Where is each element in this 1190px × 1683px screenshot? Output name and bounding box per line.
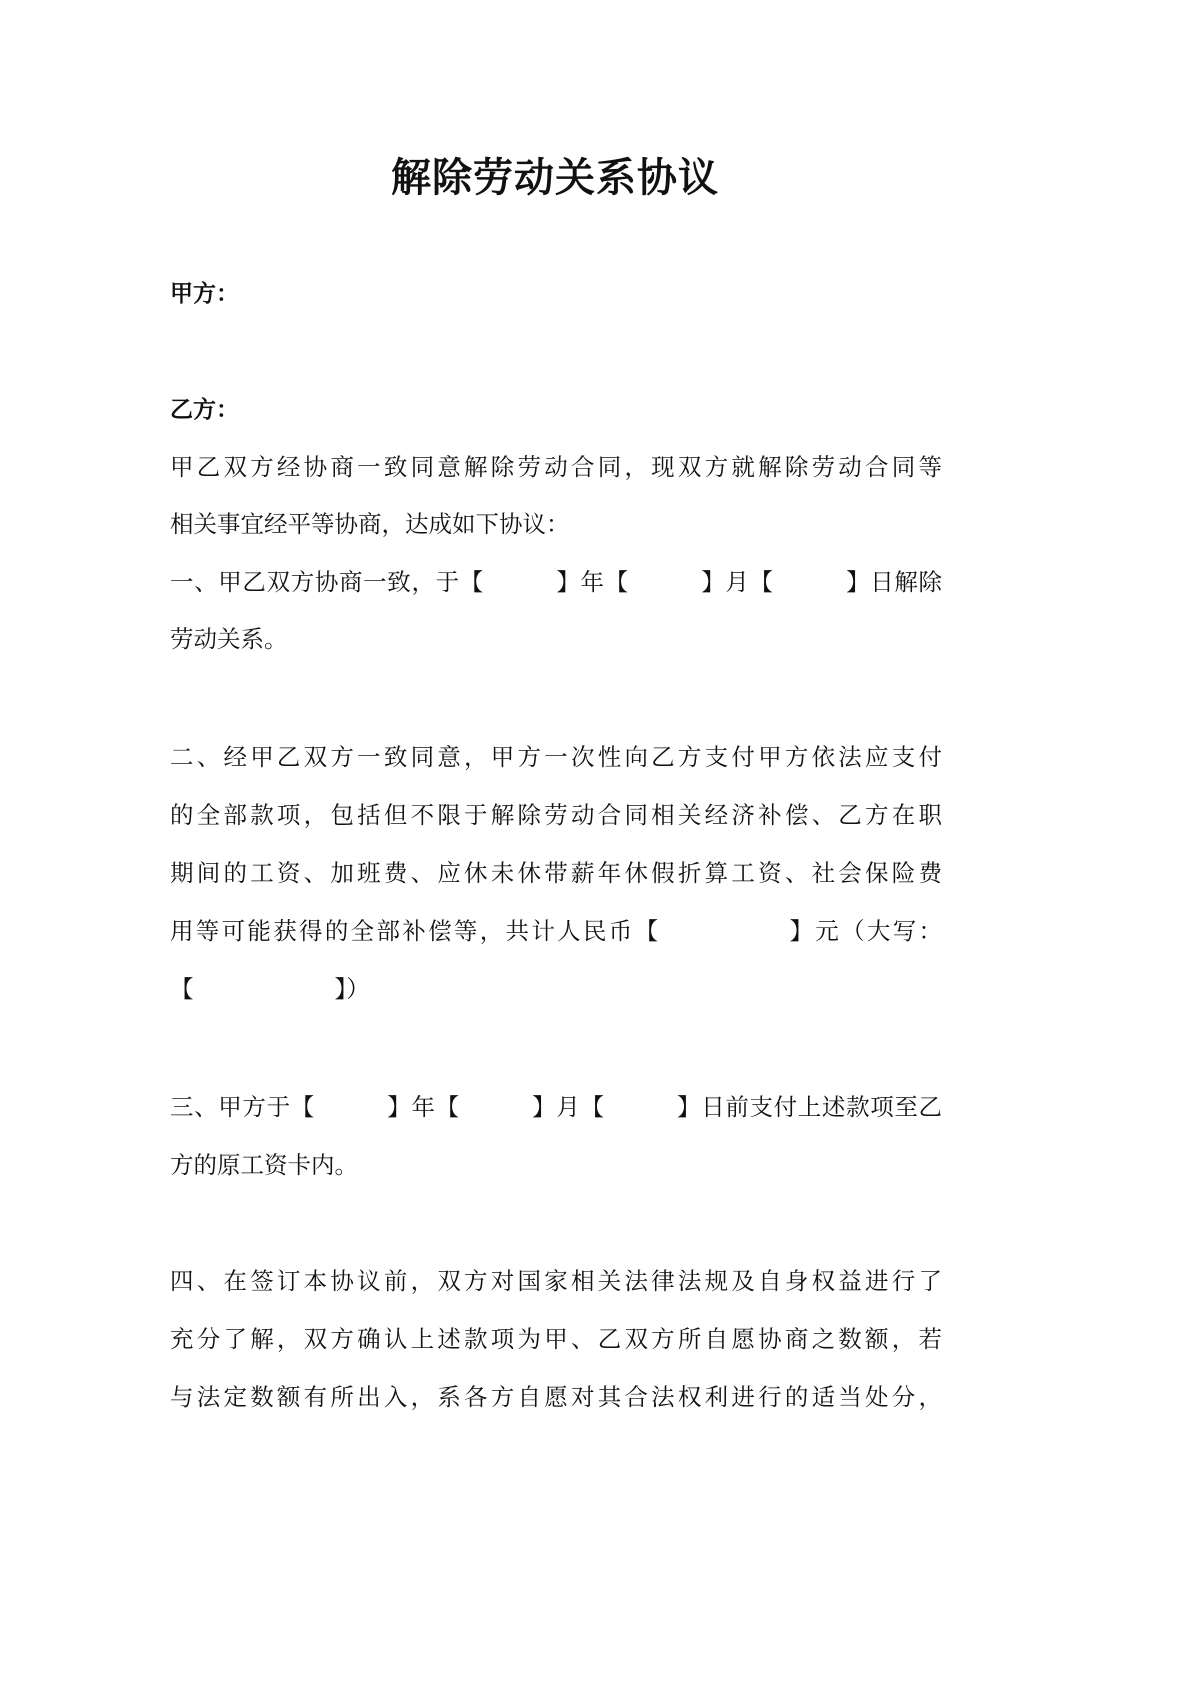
clause-4-line-1: 四、在签订本协议前，双方对国家相关法律法规及自身权益进行了	[170, 1267, 942, 1295]
party-a-label: 甲方：	[170, 280, 239, 307]
clause-1-line-2: 劳动关系。	[170, 625, 288, 653]
clause-4-line-2: 充分了解，双方确认上述款项为甲、乙双方所自愿协商之数额，若	[170, 1325, 942, 1353]
clause-2-line-1: 二、经甲乙双方一致同意，甲方一次性向乙方支付甲方依法应支付	[170, 743, 942, 771]
clause-2-line-3: 期间的工资、加班费、应休未休带薪年休假折算工资、社会保险费	[170, 859, 942, 887]
clause-3-line-2: 方的原工资卡内。	[170, 1151, 358, 1179]
clause-3-line-1: 三、甲方于【 】年【 】月【 】日前支付上述款项至乙	[170, 1093, 942, 1121]
clause-1-line-1: 一、甲乙双方协商一致，于【 】年【 】月【 】日解除	[170, 568, 942, 596]
party-b-label: 乙方：	[170, 396, 239, 423]
clause-2-line-2: 的全部款项，包括但不限于解除劳动合同相关经济补偿、乙方在职	[170, 801, 942, 829]
intro-line-1: 甲乙双方经协商一致同意解除劳动合同，现双方就解除劳动合同等	[170, 453, 942, 481]
clause-4-line-3: 与法定数额有所出入，系各方自愿对其合法权利进行的适当处分，	[170, 1383, 942, 1411]
clause-2-line-5: 【 】）	[170, 975, 370, 1003]
intro-line-2: 相关事宜经平等协商，达成如下协议：	[170, 510, 570, 538]
clause-2-line-4: 用等可能获得的全部补偿等，共计人民币【 】元（大写：	[170, 917, 942, 945]
document-title: 解除劳动关系协议	[391, 154, 719, 201]
